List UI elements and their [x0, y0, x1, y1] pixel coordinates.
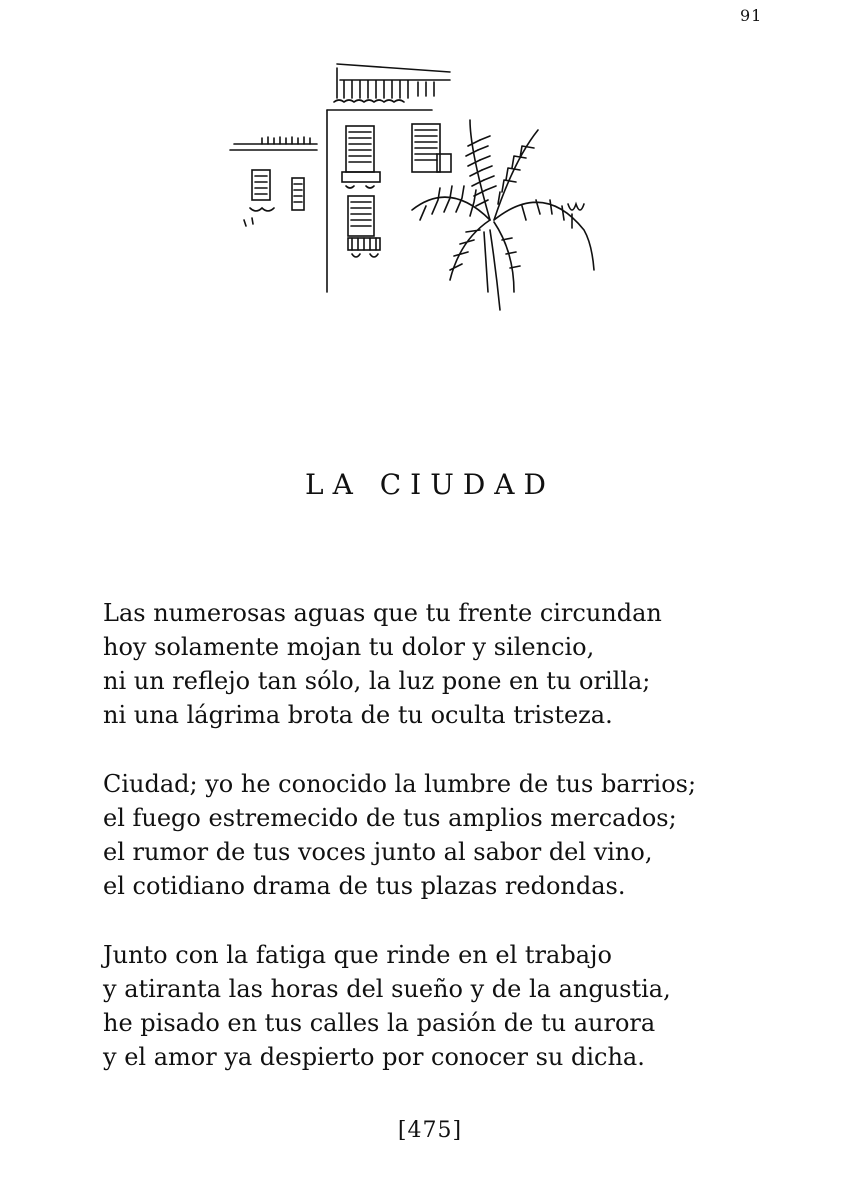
poem-line: ni una lágrima brota de tu oculta tristeza.: [103, 701, 613, 729]
poem-line: y el amor ya despierto por conocer su dicha.: [103, 1043, 645, 1071]
stanza-3: [103, 938, 803, 1074]
poem-line: el rumor de tus voces junto al sabor del vino,: [103, 838, 653, 866]
poem-line: Ciudad; yo he conocido la lumbre de tus barrios;: [103, 770, 697, 798]
left-building-drawing: [230, 137, 317, 226]
main-building-drawing: [327, 64, 451, 292]
poem-title: LA CIUDAD: [305, 467, 555, 501]
poem-line: el cotidiano drama de tus plazas redondas.: [103, 872, 626, 900]
city-illustration: [222, 60, 602, 320]
poem-line: el fuego estremecido de tus amplios mercados;: [103, 804, 677, 832]
folio-number: [475]: [397, 1118, 463, 1143]
poem-line: Junto con la fatiga que rinde en el trabajo: [103, 941, 612, 969]
poem-line: y atiranta las horas del sueño y de la angustia,: [103, 975, 671, 1003]
poem-line: he pisado en tus calles la pasión de tu aurora: [103, 1009, 656, 1037]
poem-body: [103, 596, 803, 1109]
stanza-1: [103, 596, 803, 732]
page-number-top: 91: [740, 6, 763, 25]
poem-line: hoy solamente mojan tu dolor y silencio,: [103, 633, 595, 661]
poem-line: ni un reflejo tan sólo, la luz pone en tu orilla;: [103, 667, 651, 695]
stanza-2: [103, 767, 803, 903]
poem-line: Las numerosas aguas que tu frente circundan: [103, 599, 662, 627]
